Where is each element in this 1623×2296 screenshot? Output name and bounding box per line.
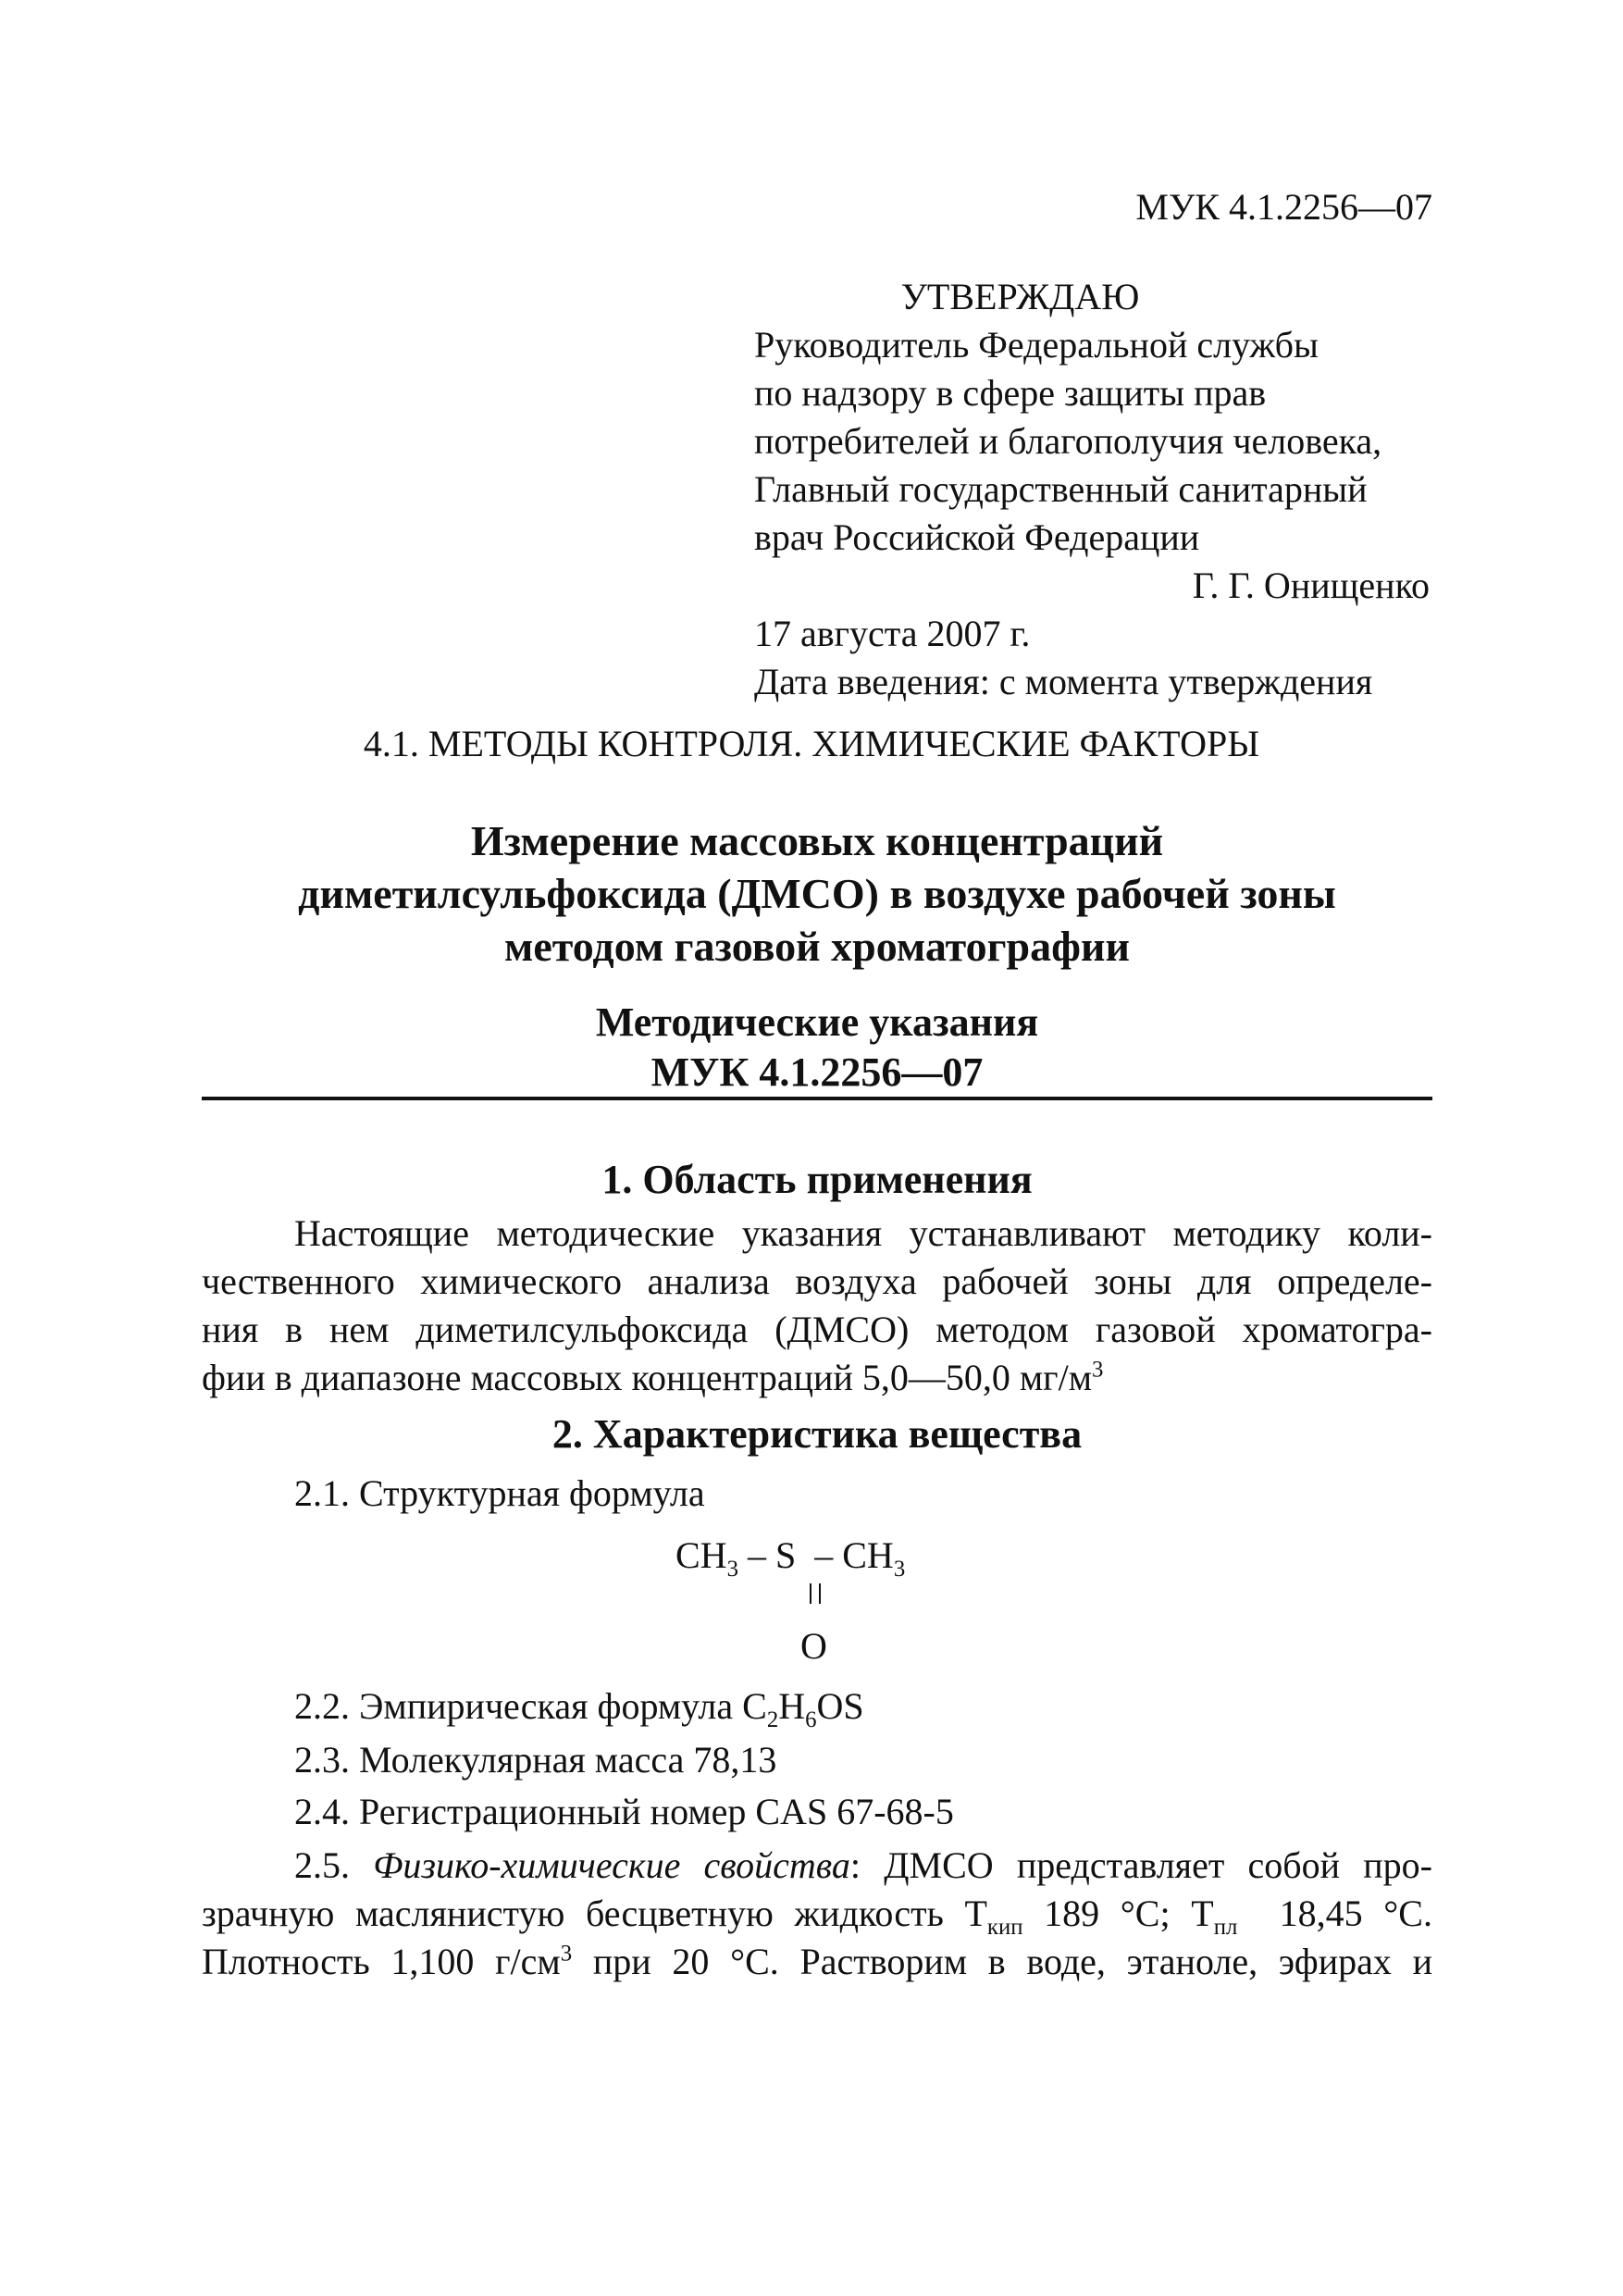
paragraph-line xyxy=(202,1938,1432,1986)
formula-sub: 3 xyxy=(726,1557,738,1582)
section1-heading: 1. Область применения xyxy=(601,1157,1033,1202)
item-text: 2.2. Эмпирическая формула C xyxy=(294,1685,767,1727)
main-title-line: Измерение массовых концентраций xyxy=(470,817,1164,864)
italic-term: Физико-химические свойства xyxy=(373,1844,850,1886)
paragraph-line: чественного химического анализа воздуха рабочей зоны для определе- xyxy=(202,1260,1432,1302)
approval-position-line: Главный государственный санитарный xyxy=(754,468,1368,510)
approval-date: 17 августа 2007 г. xyxy=(754,613,1031,654)
item-2-3: 2.3. Молекулярная масса 78,13 xyxy=(294,1739,777,1781)
formula-s: – S – xyxy=(737,1534,843,1576)
approval-position-line: врач Российской Федерации xyxy=(754,516,1200,558)
title-divider xyxy=(202,1097,1432,1100)
item-text: : ДМСО представляет собой про- xyxy=(849,1844,1433,1886)
section2-heading: 2. Характеристика вещества xyxy=(551,1411,1083,1457)
document-code: МУК 4.1.2256—07 xyxy=(1135,186,1432,228)
formula-oxygen: O xyxy=(800,1625,827,1667)
paragraph-line xyxy=(202,1354,1432,1402)
formula-sub: 3 xyxy=(893,1557,906,1582)
item-text: при 20 °С. Растворим в воде, этаноле, эфирах и xyxy=(572,1941,1432,1982)
paragraph-line xyxy=(202,1842,1432,1890)
paragraph-line xyxy=(202,1890,1432,1938)
section1-paragraph xyxy=(202,1210,1432,1402)
approval-title: УТВЕРЖДАЮ xyxy=(900,276,1140,317)
subscript: 6 xyxy=(805,1707,817,1732)
approval-position-line: потребителей и благополучия человека, xyxy=(754,420,1382,462)
main-title xyxy=(202,814,1432,973)
approval-block xyxy=(754,273,1457,706)
main-title-line: методом газовой хроматографии xyxy=(504,923,1130,970)
paragraph-line-text: фии в диапазоне массовых концентраций 5,0—50,0 мг/м xyxy=(202,1357,1093,1398)
approval-signer: Г. Г. Онищенко xyxy=(1192,565,1430,606)
structural-formula xyxy=(675,1532,906,1667)
item-text: OS xyxy=(816,1685,864,1727)
paragraph-line: ния в нем диметилсульфоксида (ДМСО) методом газовой хроматогра- xyxy=(202,1309,1432,1350)
item-2-5 xyxy=(202,1842,1432,1986)
item-text: зрачную маслянистую бесцветную жидкость Т xyxy=(202,1893,987,1934)
subscript: пл xyxy=(1213,1915,1238,1940)
superscript: 3 xyxy=(560,1941,573,1967)
item-text: 18,45 °С. xyxy=(1237,1893,1432,1934)
formula-ch: CH xyxy=(675,1534,727,1576)
unit-superscript: 3 xyxy=(1092,1357,1104,1383)
section-title: 4.1. МЕТОДЫ КОНТРОЛЯ. ХИМИЧЕСКИЕ ФАКТОРЫ xyxy=(363,723,1260,764)
item-2-2 xyxy=(294,1682,864,1731)
item-2-4: 2.4. Регистрационный номер CAS 67-68-5 xyxy=(294,1791,954,1832)
item-text: H xyxy=(778,1685,806,1727)
approval-position-line: по надзору в сфере защиты прав xyxy=(754,372,1267,414)
introduction-date: Дата введения: с момента утверждения xyxy=(754,661,1373,702)
item-text: 189 °С; Т xyxy=(1022,1893,1214,1934)
item-number: 2.5. xyxy=(294,1844,374,1886)
main-title-line: диметилсульфоксида (ДМСО) в воздухе рабочей зоны xyxy=(298,870,1336,917)
subtitle-line: МУК 4.1.2256—07 xyxy=(650,1049,984,1095)
item-text: Плотность 1,100 г/см xyxy=(202,1941,561,1982)
formula-main-line xyxy=(675,1532,905,1580)
formula-ch: CH xyxy=(842,1534,894,1576)
approval-position-line: Руководитель Федеральной службы xyxy=(754,324,1319,366)
subscript: кип xyxy=(986,1915,1023,1940)
paragraph-line: Настоящие методические указания устанавливают методику коли- xyxy=(294,1212,1432,1254)
subtitle-line: Методические указания xyxy=(595,999,1039,1045)
double-bond xyxy=(810,1583,823,1604)
subscript: 2 xyxy=(766,1707,779,1732)
item-2-1: 2.1. Структурная формула xyxy=(294,1472,705,1514)
subtitle xyxy=(202,998,1432,1098)
